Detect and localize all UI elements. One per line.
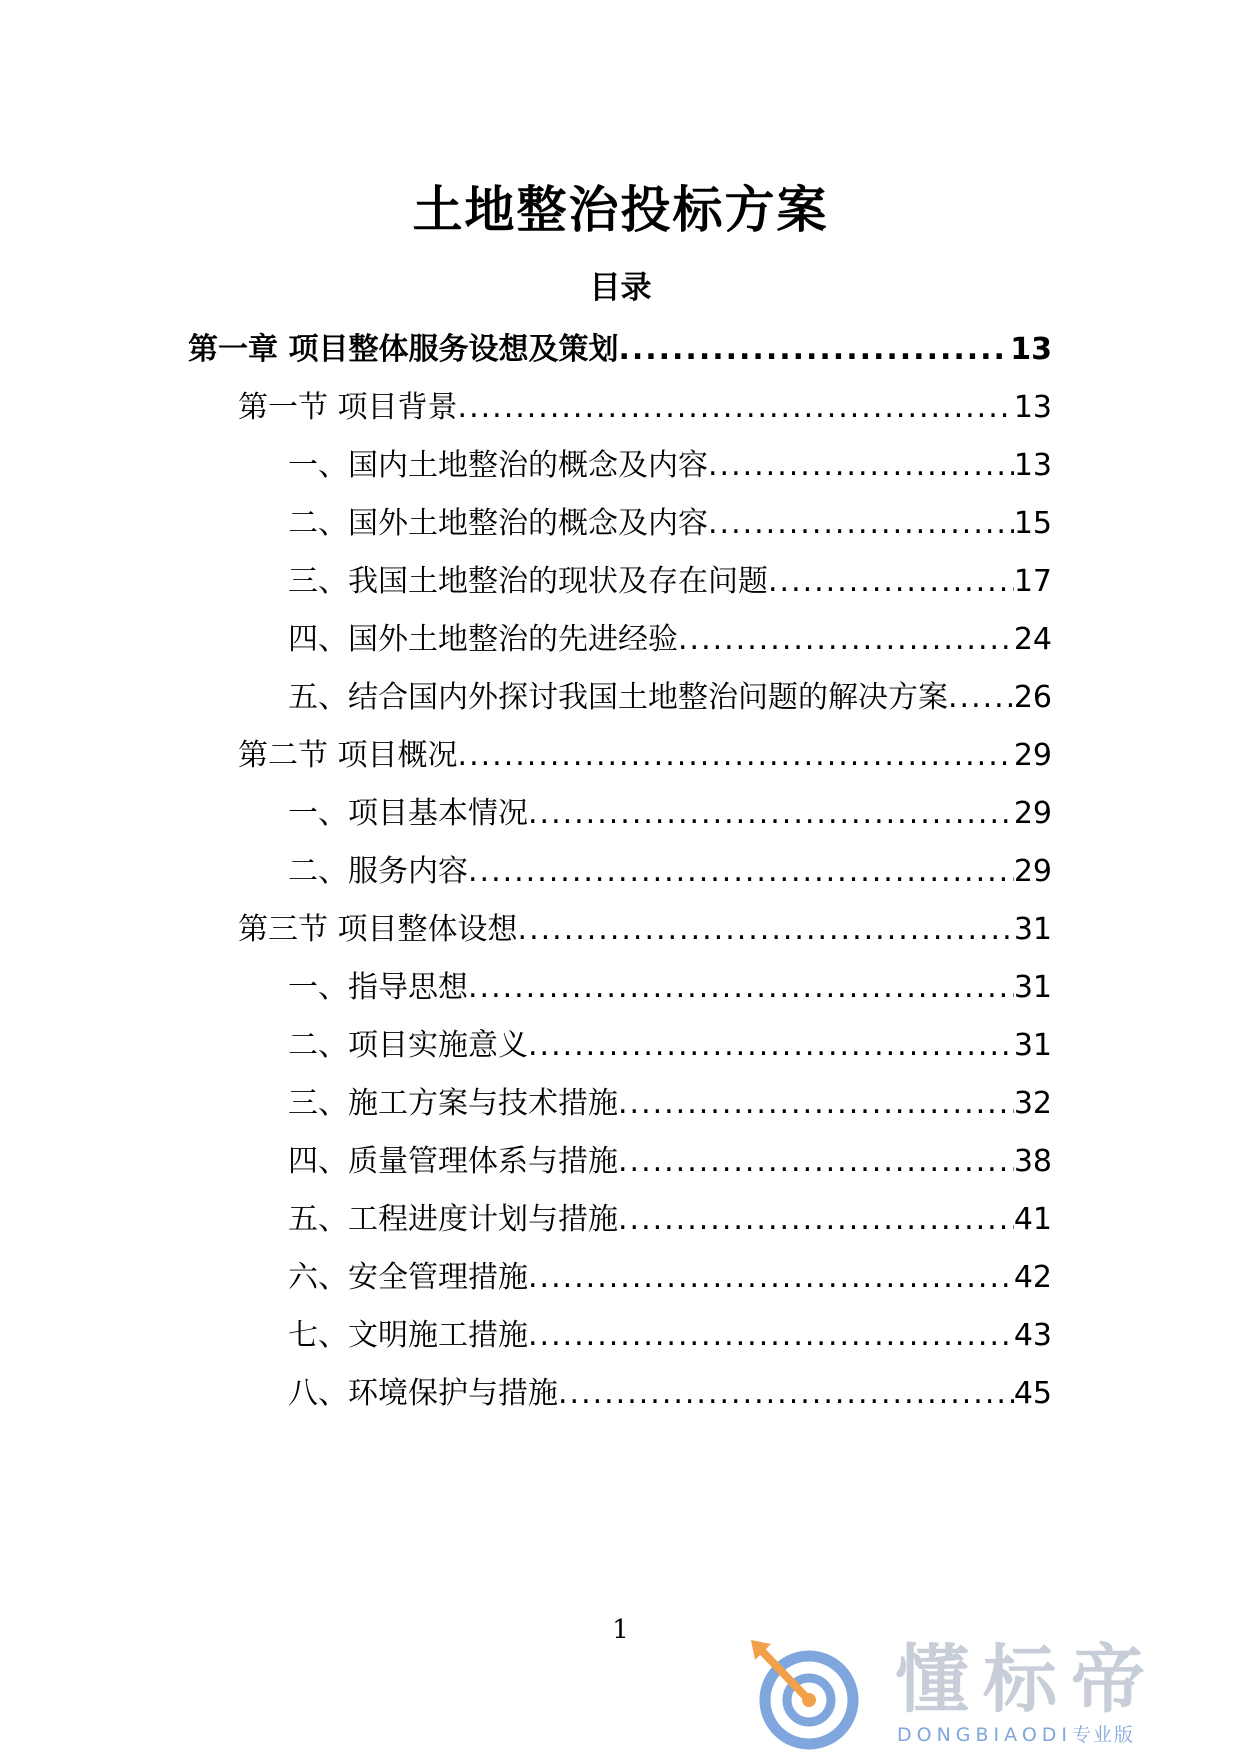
toc-entry[interactable] [238,736,1052,776]
toc-entry-label: 二、国外土地整治的概念及内容 [288,506,708,541]
toc-entry-page: 32 [1013,1086,1052,1121]
toc-entry-page: 43 [1013,1318,1052,1353]
toc-entry-label: 五、结合国内外探讨我国土地整治问题的解决方案 [288,680,948,715]
toc-dot-leader [708,504,1014,544]
toc-dot-leader [528,1026,1014,1066]
toc-entry-page: 31 [1013,912,1052,947]
toc-entry-page: 26 [1013,680,1052,715]
toc-entry-label: 第三节 项目整体设想 [238,912,518,947]
toc-entry-label: 一、指导思想 [288,970,468,1005]
toc-entry-label: 二、项目实施意义 [288,1028,528,1063]
toc-entry-page: 13 [1013,390,1052,425]
toc-entry-page: 31 [1013,970,1052,1005]
toc-dot-leader [708,446,1014,486]
toc-entry-page: 17 [1013,564,1052,599]
toc-entry-label: 七、文明施工措施 [288,1318,528,1353]
toc-entry-label: 八、环境保护与措施 [288,1376,558,1411]
watermark-brand: 懂标帝 [895,1637,1159,1723]
toc-entry-label: 三、我国土地整治的现状及存在问题 [288,564,768,599]
target-arrow-icon [745,1638,867,1750]
toc-entry[interactable] [238,910,1052,950]
toc-entry[interactable] [288,852,1052,892]
toc-entry[interactable] [288,968,1052,1008]
toc-entry-page: 15 [1013,506,1052,541]
toc-entry-page: 41 [1013,1202,1052,1237]
toc-entry-label: 第一章 项目整体服务设想及策划 [188,332,619,367]
toc-dot-leader [528,1258,1014,1298]
toc-entry[interactable] [188,330,1052,370]
toc-entry[interactable] [288,1084,1052,1124]
watermark-edition: 专业版 [1072,1724,1136,1746]
toc-dot-leader [768,562,1014,602]
toc-dot-leader [618,1084,1014,1124]
toc-entry[interactable] [288,1316,1052,1356]
toc-dot-leader [518,910,1014,950]
toc-dot-leader [458,736,1014,776]
toc-entry-page: 13 [1013,448,1052,483]
toc-dot-leader [618,1142,1014,1182]
toc-dot-leader [458,388,1014,428]
watermark [745,1638,1235,1750]
page-number: 1 [612,1615,629,1645]
toc-entry-label: 一、项目基本情况 [288,796,528,831]
toc-entry-page: 45 [1013,1376,1052,1411]
toc-entry-label: 四、国外土地整治的先进经验 [288,622,678,657]
toc-dot-leader [528,1316,1014,1356]
toc-entry[interactable] [238,388,1052,428]
toc-dot-leader [558,1374,1014,1414]
toc-entry[interactable] [288,678,1052,718]
toc-dot-leader [618,330,1010,370]
toc-entry[interactable] [288,620,1052,660]
toc-entry-page: 42 [1013,1260,1052,1295]
toc-entry-label: 一、国内土地整治的概念及内容 [288,448,708,483]
toc-entry-page: 24 [1013,622,1052,657]
toc-dot-leader [618,1200,1014,1240]
toc-entry[interactable] [288,1258,1052,1298]
toc-entry[interactable] [288,562,1052,602]
toc-entry-page: 29 [1013,796,1052,831]
toc-heading: 目录 [589,270,652,306]
toc-entry-label: 四、质量管理体系与措施 [288,1144,618,1179]
toc-entry-page: 31 [1013,1028,1052,1063]
toc-entry-label: 五、工程进度计划与措施 [288,1202,618,1237]
toc-entry[interactable] [288,1200,1052,1240]
toc-dot-leader [948,678,1014,718]
document-title: 土地整治投标方案 [412,181,829,239]
toc-entry-label: 三、施工方案与技术措施 [288,1086,618,1121]
toc-entry[interactable] [288,504,1052,544]
toc-entry-page: 29 [1013,854,1052,889]
toc-dot-leader [468,968,1014,1008]
toc-dot-leader [678,620,1014,660]
toc-entry[interactable] [288,794,1052,834]
toc-entry-label: 第二节 项目概况 [238,738,458,773]
toc-entry[interactable] [288,1026,1052,1066]
toc-entry-label: 第一节 项目背景 [238,390,458,425]
toc-entry-label: 六、安全管理措施 [288,1260,528,1295]
toc-entry[interactable] [288,446,1052,486]
toc-dot-leader [528,794,1014,834]
watermark-subtitle-text: DONGBIAODI [897,1724,1073,1746]
toc-entry-page: 29 [1013,738,1052,773]
toc-entry[interactable] [288,1374,1052,1414]
watermark-subtitle [897,1723,1135,1747]
toc-entry-page: 38 [1013,1144,1052,1179]
toc-dot-leader [468,852,1014,892]
toc-entry[interactable] [288,1142,1052,1182]
toc-entry-label: 二、服务内容 [288,854,468,889]
toc-entry-page: 13 [1010,332,1052,367]
